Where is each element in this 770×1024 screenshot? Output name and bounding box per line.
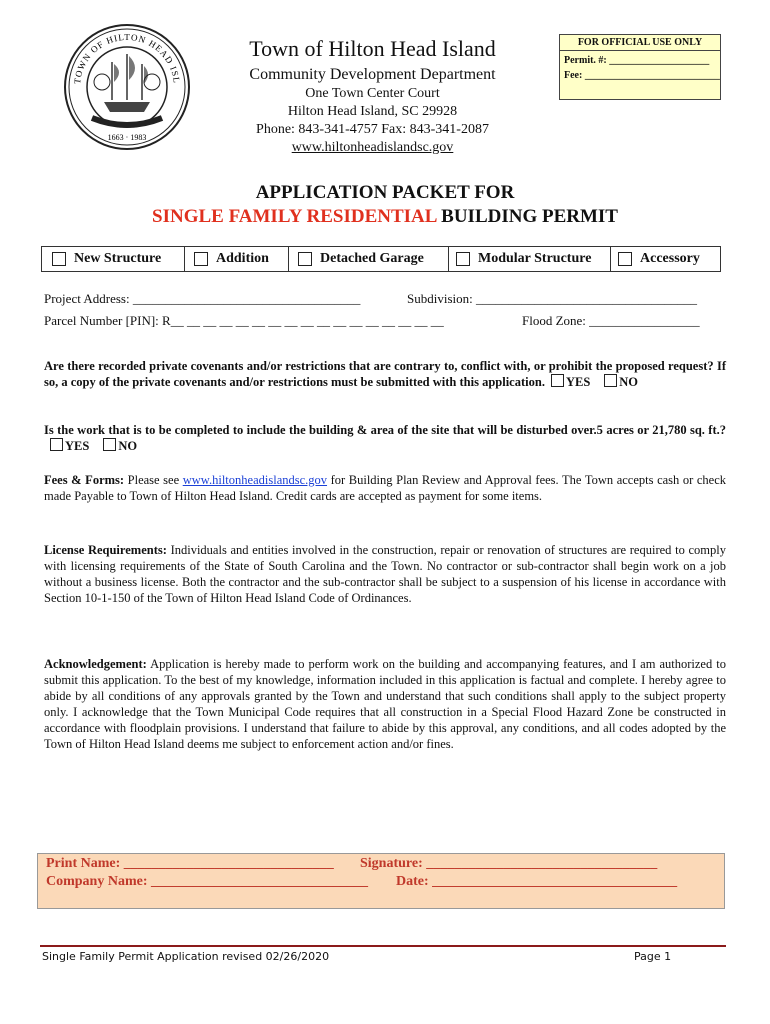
seal-year: 1663 · 1983 [107,133,147,142]
yes-checkbox[interactable] [50,438,63,451]
fee-field[interactable]: Fee: ___________________________ [564,70,720,81]
footer-revision: Single Family Permit Application revised 02/26/2020 [42,950,330,963]
town-name: Town of Hilton Head Island [249,36,496,61]
option-addition[interactable]: Addition [194,247,269,271]
checkbox-icon[interactable] [298,252,312,266]
subdivision-field[interactable]: Subdivision: __________________________________ [407,291,697,306]
option-new-structure[interactable]: New Structure [52,247,161,271]
flood-zone-field[interactable]: Flood Zone: _________________ [522,313,700,328]
fees-label: Fees & Forms: [44,473,125,487]
permit-title-rest: BUILDING PERMIT [436,206,618,227]
no-checkbox[interactable] [103,438,116,451]
permit-title [0,206,770,228]
signature-box [37,853,725,909]
date-field[interactable]: Date: ___________________________________ [396,874,678,889]
permit-number-field[interactable]: Permit. #: ____________________ [564,55,710,66]
website-link[interactable]: www.hiltonheadislandsc.gov [291,140,454,155]
official-use-box [559,34,721,100]
checkbox-icon[interactable] [194,252,208,266]
no-checkbox[interactable] [604,374,617,387]
acknowledgement-label: Acknowledgement: [44,657,147,671]
checkbox-icon[interactable] [52,252,66,266]
department-name: Community Development Department [249,66,496,83]
yes-checkbox[interactable] [551,374,564,387]
official-use-title: FOR OFFICIAL USE ONLY [560,35,720,51]
page-number: Page 1 [634,950,672,963]
company-name-field[interactable]: Company Name: _______________________________ [46,874,368,889]
structure-type-options [41,246,721,272]
fees-link[interactable]: www.hiltonheadislandsc.gov [182,473,328,487]
town-seal-icon [62,22,192,152]
seal-text: TOWN OF HILTON HEAD ISL [72,31,182,85]
checkbox-icon[interactable] [456,252,470,266]
project-address-field[interactable]: Project Address: ___________________________________ [44,291,361,306]
print-name-field[interactable]: Print Name: ______________________________ [46,856,334,871]
checkbox-icon[interactable] [618,252,632,266]
fees-paragraph: Fees & Forms: Please see www.hiltonheadislandsc.gov for Building Plan Review and Approval fees. The Town accepts cash or check made Payable to Town of Hilton Head Island. Credit cards are accepted as payment for some items. [44,473,727,503]
covenants-question: Are there recorded private covenants and/or restrictions that are contrary to, conflict with, or prohibit the proposed request? If so, a copy of the private covenants and/or restrictions must be submitted with this application. YES NO [44,359,726,389]
permit-title-highlight: SINGLE FAMILY RESIDENTIAL [152,206,437,227]
signature-field[interactable]: Signature: _________________________________ [360,856,658,871]
option-modular-structure[interactable]: Modular Structure [456,247,591,271]
license-label: License Requirements: [44,543,167,557]
disturbance-question: Is the work that is to be completed to include the building & area of the site that will be disturbed over.5 acres or 21,780 sq. ft.?YES NO [44,423,726,453]
footer-divider [40,945,726,947]
option-accessory[interactable]: Accessory [618,247,700,271]
acknowledgement-paragraph: Acknowledgement: Application is hereby made to perform work on the building and accompanying features, and I am authorized to submit this application. To the best of my knowledge, information included in this application is factual and complete. I hereby agree to abide by all conditions of any approvals granted by the Town and understand that such conditions shall apply to the subject property only. I acknowledge that the Town Municipal Code requires that all construction in a Special Flood Hazard Zone be constructed in accordance with floodplain provisions. I understand that failure to abide by this approval, any conditions, and all codes adopted by the Town of Hilton Head Island deems me subject to enforcement action and/or fines. [44,657,726,751]
parcel-number-field[interactable]: Parcel Number [PIN]: R__ __ __ __ __ __ __ __ __ __ __ __ __ __ __ __ __ [44,313,444,328]
license-paragraph: License Requirements: Individuals and entities involved in the construction, repair or renovation of structures are required to comply with licensing requirements of the State of South Carolina and the Town. No contractor or sub-contractor shall begin work on a job without a business license. Both the contractor and the sub-contractor shall be subject to a suspension of his license in accordance with Section 10-1-150 of the Town of Hilton Head Island Code of Ordinances. [44,543,726,605]
address-line-1: One Town Center Court [305,86,440,101]
packet-title: APPLICATION PACKET FOR [255,182,515,203]
phone-fax: Phone: 843-341-4757 Fax: 843-341-2087 [256,122,489,137]
address-line-2: Hilton Head Island, SC 29928 [287,104,458,119]
option-detached-garage[interactable]: Detached Garage [298,247,424,271]
